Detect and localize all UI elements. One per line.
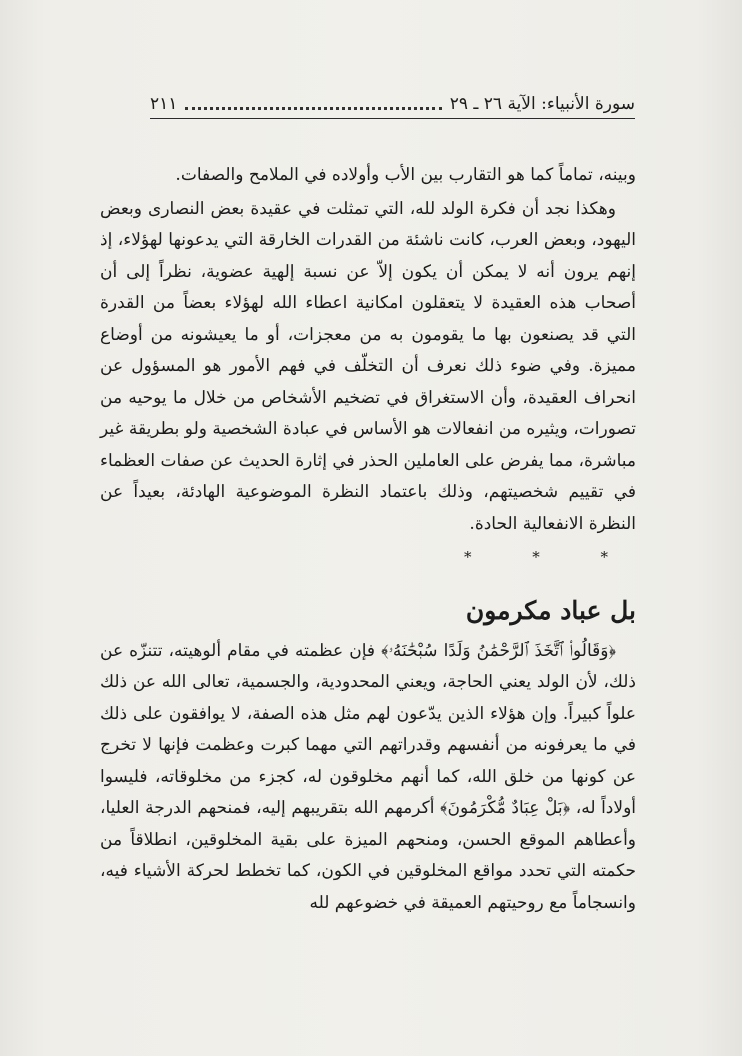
paragraph-text: فإن عظمته في مقام ألوهيته، تتنزّه عن ذلك، لأن الولد يعني الحاجة، ويعني المحدودية، والجسمية، تعالى الله عن ذلك علواً كبيراً. وإن هؤلاء الذين يدّعون لهم مثل هذه الصفة، لا يوافقون على ذلك في ما يعرفونه من أنفسهم وقدراتهم التي مهما كبرت وعظمت فإنها لا تخرج عن كونها من خلق الله، كما أنهم مخلوقون له، كجزء من مخلوقاته، فليسوا أولاداً له،	[100, 640, 636, 818]
quran-quote: ﴿وَقَالُوا۟ ٱتَّخَذَ ٱلرَّحْمَٰنُ وَلَدًا سُبْحَٰنَهُۥ﴾	[381, 640, 616, 661]
section-heading: بل عباد مكرمون	[465, 595, 636, 625]
paragraph-text: أكرمهم الله بتقريبهم إليه، فمنحهم الدرجة العليا، وأعطاهم الموقع الحسن، ومنحهم الميزة على بقية المخلوقين، انطلاقاً من حكمته التي تحدد مواقع المخلوقين في الكون، كما تخطط لحركة الأشياء فيه، وانسجاماً مع روحيتهم العميقة في خضوعهم لله	[100, 798, 636, 913]
section-paragraph	[100, 636, 636, 920]
page-number: ٢١١	[150, 94, 178, 114]
page-body	[100, 160, 636, 919]
section-separator: * * *	[463, 548, 636, 566]
paragraph-main: وهكذا نجد أن فكرة الولد لله، التي تمثلت في عقيدة بعض النصارى وبعض اليهود، وبعض العرب، كانت ناشئة من القدرات الخارقة التي يدعونها لهؤلاء، إذ إنهم يرون أنه لا يمكن أن يكون إلاّ عن نسبة إلهية عضوية، نظراً إلى أن أصحاب هذه العقيدة لا يتعقلون امكانية اعطاء الله لهؤلاء بعضاً من القدرة التي قد يصنعون بها ما يقومون به من معجزات، أو ما يعيشونه من أوضاع مميزة. وفي ضوء ذلك نعرف أن التخلّف في فهم الأمور هو المسؤول عن انحراف العقيدة، وأن الاستغراق في تضخيم الأشخاص من خلال ما يوحيه من تصورات، ويثيره من انفعالات هو الأساس في عبادة الشخصية ولو بطريقة غير مباشرة، مما يفرض على العاملين الحذر في إثارة الحديث عن صفات العظماء في تقييم شخصيتهم، وذلك باعتماد النظرة الموضوعية الهادئة، بعيداً عن النظرة الانفعالية الحادة.	[100, 198, 636, 534]
running-head-title: سورة الأنبياء: الآية ٢٦ ـ ٢٩	[449, 94, 635, 114]
quran-quote: ﴿بَلْ عِبَادٌ مُّكْرَمُونَ﴾	[440, 798, 571, 818]
running-head	[150, 88, 635, 119]
running-head-leader-dots	[185, 99, 441, 110]
paragraph-continuation: وبينه، تماماً كما هو التقارب بين الأب وأولاده في الملامح والصفات.	[175, 165, 636, 185]
